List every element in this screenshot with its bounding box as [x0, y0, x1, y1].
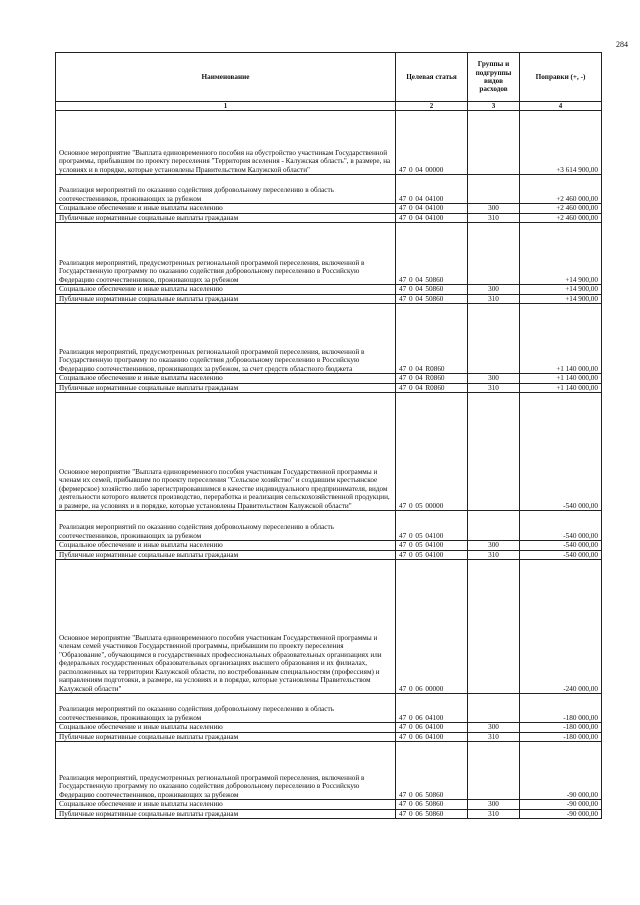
row-group: 310 — [468, 383, 520, 392]
table-row — [56, 560, 602, 694]
column-number: 1 — [56, 102, 396, 111]
row-code: 47 0 04 50860 — [396, 294, 468, 303]
row-amount: -540 000,00 — [520, 541, 602, 550]
row-code: 47 0 04 R0860 — [396, 304, 468, 374]
table-row — [56, 223, 602, 285]
row-name: Публичные нормативные социальные выплаты гражданам — [56, 732, 396, 741]
header-amendments: Поправки (+, -) — [520, 53, 602, 102]
column-number-row — [56, 102, 602, 111]
row-amount: -540 000,00 — [520, 550, 602, 559]
column-number: 4 — [520, 102, 602, 111]
row-group — [468, 111, 520, 175]
row-group: 310 — [468, 213, 520, 222]
table-row — [56, 285, 602, 294]
table-row — [56, 175, 602, 204]
row-group: 300 — [468, 541, 520, 550]
row-amount: -90 000,00 — [520, 800, 602, 809]
row-group — [468, 742, 520, 800]
row-code: 47 0 06 00000 — [396, 560, 468, 694]
column-number: 3 — [468, 102, 520, 111]
row-code: 47 0 05 04100 — [396, 550, 468, 559]
row-group — [468, 694, 520, 723]
row-amount: +2 460 000,00 — [520, 213, 602, 222]
row-amount: +14 900,00 — [520, 294, 602, 303]
row-code: 47 0 06 04100 — [396, 723, 468, 732]
row-group: 300 — [468, 374, 520, 383]
table-row — [56, 111, 602, 175]
row-amount: -180 000,00 — [520, 732, 602, 741]
row-group: 310 — [468, 732, 520, 741]
row-code: 47 0 06 50860 — [396, 809, 468, 818]
row-amount: +14 900,00 — [520, 285, 602, 294]
page-number: 284 — [616, 40, 628, 49]
row-name: Реализация мероприятий по оказанию содействия добровольному переселению в область соотечественников, проживающих за рубежом — [56, 694, 396, 723]
row-name: Реализация мероприятий по оказанию содействия добровольному переселению в область соотечественников, проживающих за рубежом — [56, 511, 396, 541]
row-name: Социальное обеспечение и иные выплаты населению — [56, 204, 396, 213]
row-group — [468, 304, 520, 374]
table-row — [56, 800, 602, 809]
row-name: Реализация мероприятий, предусмотренных региональной программой переселения, включенной в Государственную программу по оказанию содействия добровольному переселению в Российскую Федерацию соотечественников, проживающих за рубежом, за счет средств областного бюджета — [56, 304, 396, 374]
row-name: Социальное обеспечение и иные выплаты населению — [56, 541, 396, 550]
row-name: Реализация мероприятий, предусмотренных региональной программой переселения, включенной в Государственную программу по оказанию содействия добровольному переселению в Российскую Федерацию соотечественников, проживающих за рубежом — [56, 223, 396, 285]
row-code: 47 0 05 04100 — [396, 511, 468, 541]
row-name: Публичные нормативные социальные выплаты гражданам — [56, 213, 396, 222]
row-amount: -240 000,00 — [520, 560, 602, 694]
row-code: 47 0 04 R0860 — [396, 374, 468, 383]
row-code: 47 0 06 50860 — [396, 800, 468, 809]
row-group — [468, 560, 520, 694]
table-row — [56, 723, 602, 732]
row-amount: +1 140 000,00 — [520, 374, 602, 383]
row-name: Социальное обеспечение и иные выплаты населению — [56, 800, 396, 809]
row-name: Основное мероприятие "Выплата единовременного пособия участникам Государственной программы и членам семей участников Государственной программы, прибывшим по проекту переселения "Образование", обучающимся в государственных профессиональных образовательных организациях или федеральных государственных образовательных организациях высшего образования и их филиалах, расположенных на территории Калужской области, по востребованным специальностям (профессиям) и направлениям подготовки, в размере, на условиях и в порядке, которые установлены Правительством Калужской области" — [56, 560, 396, 694]
row-group: 300 — [468, 285, 520, 294]
row-name: Публичные нормативные социальные выплаты гражданам — [56, 550, 396, 559]
row-amount: +1 140 000,00 — [520, 304, 602, 374]
row-group — [468, 223, 520, 285]
row-name: Реализация мероприятий, предусмотренных региональной программой переселения, включенной в Государственную программу по оказанию содействия добровольному переселению в Российскую Федерацию соотечественников, проживающих за рубежом — [56, 742, 396, 800]
row-group — [468, 175, 520, 204]
table-row — [56, 809, 602, 818]
row-amount: -540 000,00 — [520, 511, 602, 541]
table-row — [56, 732, 602, 741]
row-amount: -180 000,00 — [520, 723, 602, 732]
budget-amendments-table — [55, 52, 602, 819]
table-row — [56, 304, 602, 374]
row-amount: +2 460 000,00 — [520, 204, 602, 213]
row-code: 47 0 06 04100 — [396, 694, 468, 723]
table-row — [56, 383, 602, 392]
row-amount: -540 000,00 — [520, 393, 602, 511]
row-name: Реализация мероприятий по оказанию содействия добровольному переселению в область соотечественников, проживающих за рубежом — [56, 175, 396, 204]
header-name: Наименование — [56, 53, 396, 102]
column-number: 2 — [396, 102, 468, 111]
row-amount: -180 000,00 — [520, 694, 602, 723]
row-group: 310 — [468, 550, 520, 559]
row-amount: +3 614 900,00 — [520, 111, 602, 175]
row-code: 47 0 04 50860 — [396, 285, 468, 294]
row-code: 47 0 04 04100 — [396, 213, 468, 222]
row-name: Социальное обеспечение и иные выплаты населению — [56, 374, 396, 383]
row-code: 47 0 04 04100 — [396, 175, 468, 204]
table-row — [56, 374, 602, 383]
header-target-article: Целевая статья — [396, 53, 468, 102]
table-row — [56, 393, 602, 511]
row-group: 310 — [468, 294, 520, 303]
table-row — [56, 511, 602, 541]
row-name: Публичные нормативные социальные выплаты гражданам — [56, 809, 396, 818]
row-name: Основное мероприятие "Выплата единовременного пособия на обустройство участникам Государственной программы, прибывшим по проекту переселения "Территория вселения - Калужская область", в размере, на условиях и в порядке, которые установлены Правительством Калужской области" — [56, 111, 396, 175]
table-row — [56, 294, 602, 303]
table-row — [56, 550, 602, 559]
row-code: 47 0 06 04100 — [396, 732, 468, 741]
table-row — [56, 204, 602, 213]
row-name: Социальное обеспечение и иные выплаты населению — [56, 723, 396, 732]
row-amount: +1 140 000,00 — [520, 383, 602, 392]
row-amount: -90 000,00 — [520, 809, 602, 818]
row-name: Публичные нормативные социальные выплаты гражданам — [56, 383, 396, 392]
row-code: 47 0 04 00000 — [396, 111, 468, 175]
table-header-row — [56, 53, 602, 102]
row-group: 300 — [468, 723, 520, 732]
row-amount: -90 000,00 — [520, 742, 602, 800]
row-name: Социальное обеспечение и иные выплаты населению — [56, 285, 396, 294]
row-code: 47 0 04 04100 — [396, 204, 468, 213]
row-name: Основное мероприятие "Выплата единовременного пособия участникам Государственной программы и членам их семей, прибывшим по проекту переселения "Сельское хозяйство" и создавшим крестьянское (фермерское) хозяйство либо зарегистрировавшимся в качестве индивидуального предпринимателя, видом деятельности которого является производство, переработка и реализация сельскохозяйственной продукции, в размере, на условиях и в порядке, которые установлены Правительством Калужской области" — [56, 393, 396, 511]
row-amount: +2 460 000,00 — [520, 175, 602, 204]
row-group — [468, 393, 520, 511]
table-row — [56, 213, 602, 222]
row-code: 47 0 05 04100 — [396, 541, 468, 550]
table-row — [56, 541, 602, 550]
row-group: 300 — [468, 800, 520, 809]
row-group: 300 — [468, 204, 520, 213]
row-name: Публичные нормативные социальные выплаты гражданам — [56, 294, 396, 303]
row-code: 47 0 04 R0860 — [396, 383, 468, 392]
row-group — [468, 511, 520, 541]
row-group: 310 — [468, 809, 520, 818]
row-code: 47 0 06 50860 — [396, 742, 468, 800]
header-expense-groups: Группы и подгруппы видов расходов — [468, 53, 520, 102]
row-code: 47 0 05 00000 — [396, 393, 468, 511]
table-row — [56, 694, 602, 723]
row-amount: +14 900,00 — [520, 223, 602, 285]
table-row — [56, 742, 602, 800]
row-code: 47 0 04 50860 — [396, 223, 468, 285]
